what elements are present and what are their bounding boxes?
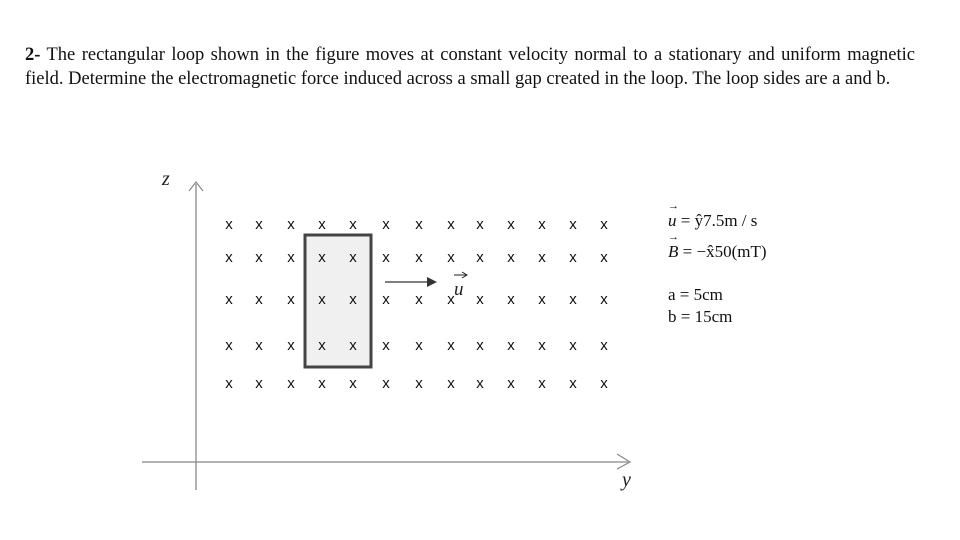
field-marker: x <box>538 337 546 354</box>
field-marker: x <box>382 249 390 266</box>
field-marker: x <box>255 291 263 308</box>
field-marker: x <box>287 291 295 308</box>
field-marker: x <box>507 216 515 233</box>
field-marker: x <box>538 375 546 392</box>
field-value: = −x̂50(mT) <box>682 242 767 261</box>
field-marker: x <box>538 291 546 308</box>
field-marker: x <box>318 375 326 392</box>
field-marker: x <box>447 291 455 308</box>
field-marker: x <box>600 375 608 392</box>
field-marker: x <box>287 216 295 233</box>
field-marker: x <box>476 375 484 392</box>
magnetic-field-grid <box>225 216 608 392</box>
field-marker: x <box>225 249 233 266</box>
field-marker: x <box>415 375 423 392</box>
field-marker: x <box>476 337 484 354</box>
field-marker: x <box>507 337 515 354</box>
field-marker: x <box>287 375 295 392</box>
field-marker: x <box>287 337 295 354</box>
field-marker: x <box>318 337 326 354</box>
y-axis-label: y <box>622 469 631 491</box>
field-marker: x <box>415 291 423 308</box>
field-marker: x <box>600 249 608 266</box>
field-marker: x <box>447 337 455 354</box>
field-marker: x <box>255 216 263 233</box>
field-marker: x <box>318 291 326 308</box>
field-marker: x <box>225 216 233 233</box>
field-marker: x <box>382 291 390 308</box>
field-marker: x <box>569 216 577 233</box>
field-marker: x <box>600 291 608 308</box>
field-marker: x <box>569 375 577 392</box>
field-marker: x <box>476 216 484 233</box>
field-marker: x <box>225 291 233 308</box>
field-marker: x <box>349 375 357 392</box>
field-marker: x <box>569 249 577 266</box>
field-marker: x <box>447 216 455 233</box>
field-marker: x <box>318 249 326 266</box>
field-marker: x <box>318 216 326 233</box>
field-marker: x <box>287 249 295 266</box>
velocity-label: u <box>454 279 464 300</box>
velocity-arrowhead <box>427 277 437 287</box>
field-marker: x <box>569 291 577 308</box>
problem-number: 2- <box>25 45 41 65</box>
field-marker: x <box>415 337 423 354</box>
field-marker: x <box>507 291 515 308</box>
side-b-equation: b = 15cm <box>668 307 733 326</box>
field-marker: x <box>507 249 515 266</box>
field-marker: x <box>255 375 263 392</box>
field-marker: x <box>349 249 357 266</box>
velocity-equation <box>668 211 757 231</box>
field-marker: x <box>255 337 263 354</box>
side-a-equation: a = 5cm <box>668 285 723 304</box>
z-axis-label: z <box>162 168 170 190</box>
field-marker: x <box>415 216 423 233</box>
field-marker: x <box>538 216 546 233</box>
field-marker: x <box>255 249 263 266</box>
field-marker: x <box>382 216 390 233</box>
problem-text: The rectangular loop shown in the figure moves at constant velocity normal to a stationary and uniform magnetic field. Determine the electromagnetic force induced across a small gap created in the loop. The loop sides are a and b. <box>25 45 915 89</box>
field-marker: x <box>507 375 515 392</box>
field-marker: x <box>382 337 390 354</box>
rectangular-loop <box>305 235 371 367</box>
field-marker: x <box>600 216 608 233</box>
field-marker: x <box>225 337 233 354</box>
field-equation <box>668 242 767 262</box>
field-marker: x <box>538 249 546 266</box>
field-marker: x <box>349 216 357 233</box>
field-marker: x <box>447 249 455 266</box>
field-marker: x <box>476 291 484 308</box>
field-marker: x <box>569 337 577 354</box>
field-marker: x <box>349 291 357 308</box>
velocity-value: = ŷ7.5m / s <box>680 211 758 230</box>
field-marker: x <box>447 375 455 392</box>
field-marker: x <box>382 375 390 392</box>
velocity-symbol: → u <box>668 211 677 231</box>
field-marker: x <box>476 249 484 266</box>
field-marker: x <box>415 249 423 266</box>
field-marker: x <box>349 337 357 354</box>
field-marker: x <box>225 375 233 392</box>
field-symbol: → B <box>668 242 678 262</box>
field-marker: x <box>600 337 608 354</box>
